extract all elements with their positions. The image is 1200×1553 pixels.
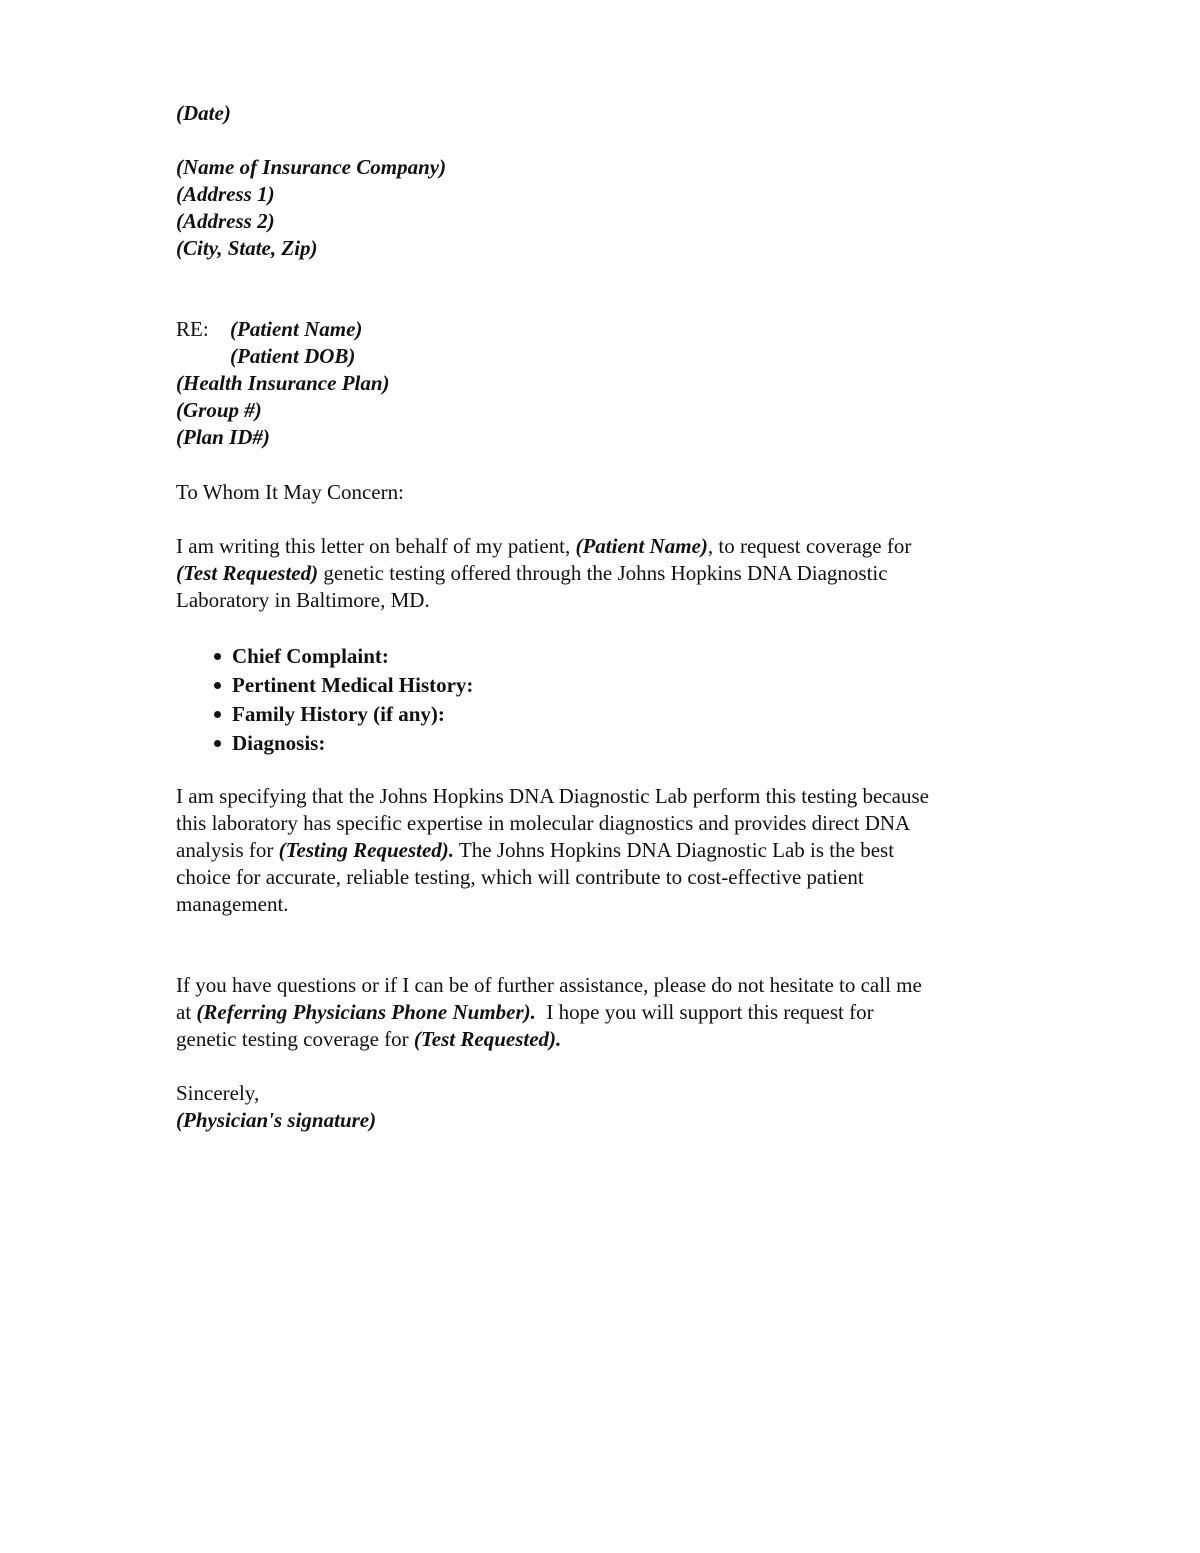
closing-block xyxy=(176,1080,1036,1134)
insurance-company-name: (Name of Insurance Company) xyxy=(176,155,447,179)
date-block xyxy=(176,100,1036,127)
para3-phone-number: (Referring Physicians Phone Number). xyxy=(196,1000,536,1024)
para3-text-a: at xyxy=(176,1000,197,1024)
re-patient-name: (Patient Name) xyxy=(230,317,363,341)
address-line-2: (Address 2) xyxy=(176,209,275,233)
para2-line4: choice for accurate, reliable testing, which will contribute to cost-effective patient xyxy=(176,865,864,889)
salutation-text: To Whom It May Concern: xyxy=(176,480,404,504)
re-label: RE: xyxy=(176,317,209,341)
para2-line2: this laboratory has specific expertise in molecular diagnostics and provides direct DNA xyxy=(176,811,911,835)
para3-text-c: I hope you will support this request for xyxy=(535,1000,874,1024)
para2-line3 xyxy=(176,837,1036,864)
address-line-1: (Address 1) xyxy=(176,182,275,206)
paragraph-request xyxy=(176,533,1036,614)
para1-line3: Laboratory in Baltimore, MD. xyxy=(176,588,430,612)
para1-patient-name: (Patient Name) xyxy=(575,534,708,558)
list-item xyxy=(212,642,473,671)
re-plan-id: (Plan ID#) xyxy=(176,425,270,449)
para2-line1: I am specifying that the Johns Hopkins DNA Diagnostic Lab perform this testing because xyxy=(176,784,929,808)
city-state-zip: (City, State, Zip) xyxy=(176,236,318,260)
family-history-label: Family History (if any): xyxy=(232,702,445,726)
list-item xyxy=(212,700,473,729)
paragraph-contact xyxy=(176,972,1036,1053)
para3-line2 xyxy=(176,999,1036,1026)
para1-line2 xyxy=(176,560,1036,587)
para1-text-d: genetic testing offered through the Johns Hopkins DNA Diagnostic xyxy=(318,561,888,585)
re-patient-dob-line xyxy=(176,343,1036,370)
re-health-plan: (Health Insurance Plan) xyxy=(176,371,390,395)
bullet-icon xyxy=(214,740,221,747)
para2-text-a: analysis for xyxy=(176,838,279,862)
list-item xyxy=(212,729,473,758)
para3-line1: If you have questions or if I can be of further assistance, please do not hesitate to call me xyxy=(176,973,922,997)
re-patient-name-line xyxy=(176,316,1036,343)
salutation xyxy=(176,479,1036,506)
signature-placeholder: (Physician's signature) xyxy=(176,1108,377,1132)
bullet-icon xyxy=(214,653,221,660)
recipient-address xyxy=(176,154,1036,262)
bullet-icon xyxy=(214,711,221,718)
bullet-icon xyxy=(214,682,221,689)
para1-line1 xyxy=(176,533,1036,560)
re-group-number: (Group #) xyxy=(176,398,262,422)
para3-line3 xyxy=(176,1026,1036,1053)
para2-line5: management. xyxy=(176,892,289,916)
medical-history-label: Pertinent Medical History: xyxy=(232,673,474,697)
para3-text-d: genetic testing coverage for xyxy=(176,1027,414,1051)
clinical-info-list xyxy=(212,642,473,758)
para2-testing-requested: (Testing Requested). xyxy=(278,838,455,862)
chief-complaint-label: Chief Complaint: xyxy=(232,644,389,668)
para3-test-requested: (Test Requested). xyxy=(413,1027,562,1051)
para2-text-c: The Johns Hopkins DNA Diagnostic Lab is the best xyxy=(454,838,895,862)
re-block xyxy=(176,316,1036,451)
list-item xyxy=(212,671,473,700)
paragraph-lab-justification xyxy=(176,783,1036,918)
re-patient-dob: (Patient DOB) xyxy=(230,344,356,368)
para1-text-c: , to request coverage for xyxy=(707,534,912,558)
closing-text: Sincerely, xyxy=(176,1081,260,1105)
diagnosis-label: Diagnosis: xyxy=(232,731,326,755)
date-placeholder: (Date) xyxy=(176,101,231,125)
para1-test-requested: (Test Requested) xyxy=(176,561,319,585)
para1-text-a: I am writing this letter on behalf of my patient, xyxy=(176,534,576,558)
